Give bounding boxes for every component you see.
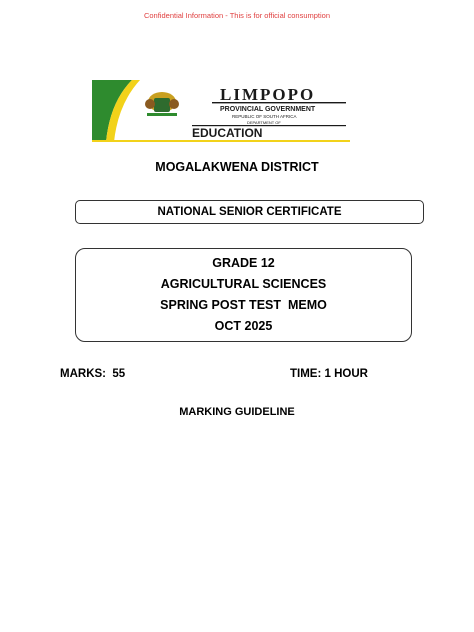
coat-of-arms-icon xyxy=(145,92,179,116)
district-title: MOGALAKWENA DISTRICT xyxy=(155,160,319,174)
time-label: TIME: 1 HOUR xyxy=(290,368,368,380)
logo-graphic xyxy=(92,80,352,142)
exam-info-box xyxy=(75,248,412,342)
paper-label: SPRING POST TEST MEMO xyxy=(160,298,327,312)
svg-text:REPUBLIC OF SOUTH AFRICA: REPUBLIC OF SOUTH AFRICA xyxy=(232,114,297,119)
svg-text:EDUCATION: EDUCATION xyxy=(192,126,263,140)
subject-label: AGRICULTURAL SCIENCES xyxy=(160,277,327,291)
marking-guideline-title: MARKING GUIDELINE xyxy=(179,406,295,418)
certificate-label: NATIONAL SENIOR CERTIFICATE xyxy=(157,206,342,218)
svg-text:DEPARTMENT OF: DEPARTMENT OF xyxy=(247,120,281,125)
grade-label: GRADE 12 xyxy=(212,256,275,270)
limpopo-education-logo xyxy=(92,80,352,142)
svg-text:PROVINCIAL GOVERNMENT: PROVINCIAL GOVERNMENT xyxy=(220,106,316,113)
confidential-notice: Confidential Information - This is for official consumption xyxy=(143,11,331,20)
certificate-box xyxy=(75,200,424,224)
marks-label: MARKS: 55 xyxy=(60,368,126,380)
date-label: OCT 2025 xyxy=(214,319,273,333)
svg-text:LIMPOPO: LIMPOPO xyxy=(220,85,316,104)
